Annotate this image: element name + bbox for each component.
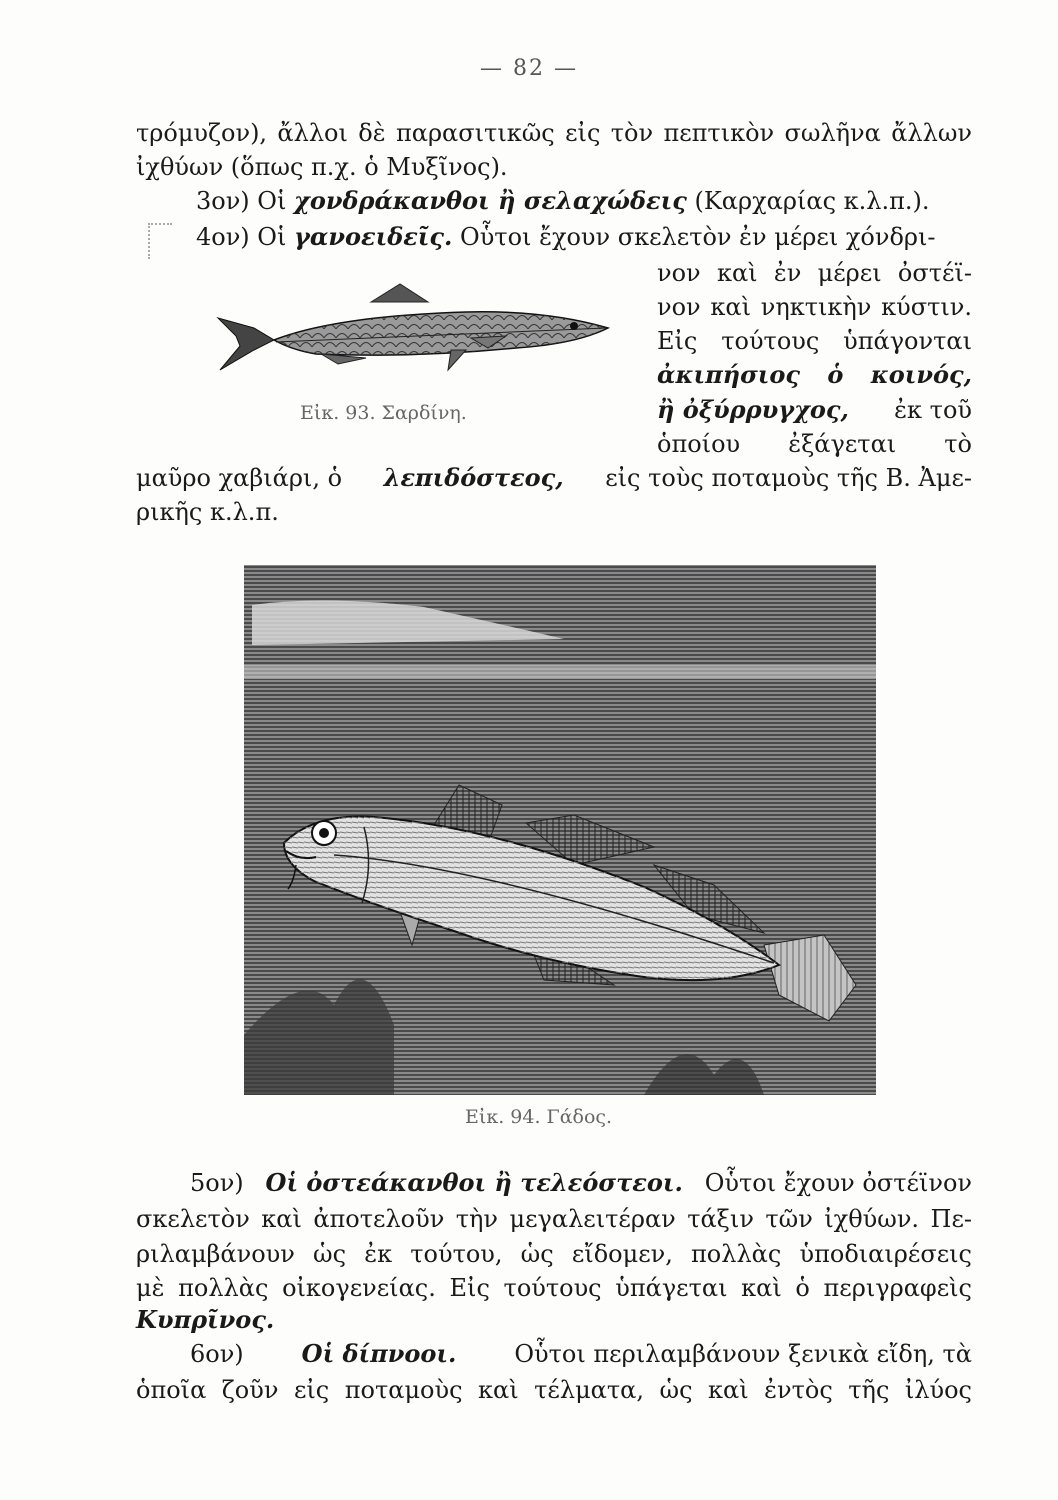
sardine-illustration [216,266,616,378]
text-line: ὁποίου ἐξάγεται τὸ [657,430,972,458]
item-3-line [196,184,972,218]
item-3-number: 3ον) Οἱ [196,187,287,215]
text-line: νον καὶ ἐν μέρει ὀστέϊ- [657,259,972,287]
text-line: ὁποῖα ζοῦν εἰς ποταμοὺς καὶ τέλματα, ὡς καὶ ἐντὸς τῆς ἰλύος [136,1376,972,1404]
page-number: — 82 — [480,56,578,81]
item-6-rest: Οὗτοι περιλαμβάνουν ξενικὰ εἴδη, τὰ [514,1340,972,1368]
lepidosteus-term: λεπιδόστεος, [383,463,564,492]
item-4-number: 4ον) Οἱ [196,223,287,251]
text-line: ἰχθύων (ὅπως π.χ. ὁ Μυξῖνος). [136,153,508,181]
text-line [657,393,972,427]
text-line: μὲ πολλὰς οἰκογενείας. Εἰς τούτους ὑπάγεται καὶ ὁ περιγραφεὶς [136,1274,972,1302]
item-4-line [196,220,972,254]
item-5-rest: Οὗτοι ἔχουν ὀστέϊνον [704,1169,972,1197]
item-3-rest: (Καρχαρίας κ.λ.π.). [694,187,930,215]
text-line: τρόμυζον), ἄλλοι δὲ παρασιτικῶς εἰς τὸν πεπτικὸν σωλῆνα ἄλλων [136,119,972,147]
figure-94-caption: Εἰκ. 94. Γάδος. [465,1106,613,1128]
item-5-line [190,1166,972,1200]
bleed-through-mark [148,223,172,259]
text-line-term: ἀκιπήσιος ὁ κοινός, [657,360,972,389]
item-5-term: Οἱ ὀστεάκανθοι ἢ τελεόστεοι. [265,1168,683,1197]
text-line: Εἰς τούτους ὑπάγονται [657,327,972,355]
text-line: ριλαμβάνουν ὡς ἐκ τούτου, ὡς εἴδομεν, πολλὰς ὑποδιαιρέσεις [136,1240,972,1268]
text-line: νον καὶ νηκτικὴν κύστιν. [657,293,972,321]
item-6-number: 6ον) [190,1340,244,1368]
cod-engraving [244,565,876,1095]
item-6-line [190,1337,972,1371]
item-6-term: Οἱ δίπνοοι. [301,1339,457,1368]
oxyrrhynchus-term: ἢ ὀξύρρυγχος, [657,395,849,424]
item-4-rest: Οὗτοι ἔχουν σκελετὸν ἐν μέρει χόνδρι- [460,223,936,251]
text-fragment: ἐκ τοῦ [894,396,972,424]
figure-93-caption: Εἰκ. 93. Σαρδίνη. [300,402,467,424]
text-line: σκελετὸν καὶ ἀποτελοῦν τὴν μεγαλειτέραν τάξιν τῶν ἰχθύων. Πε- [136,1205,972,1233]
item-4-term: γανοειδεῖς. [294,222,453,251]
text-fragment: εἰς τοὺς ποταμοὺς τῆς Β. Ἀμε- [605,464,972,492]
text-line: ρικῆς κ.λ.π. [136,498,279,526]
text-fragment: μαῦρο χαβιάρι, ὁ [136,464,343,492]
item-3-term: χονδράκανθοι ἢ σελαχώδεις [294,186,687,215]
item-5-number: 5ον) [190,1169,244,1197]
kyprinos-term: Κυπρῖνος. [136,1305,275,1334]
text-line [136,461,972,495]
